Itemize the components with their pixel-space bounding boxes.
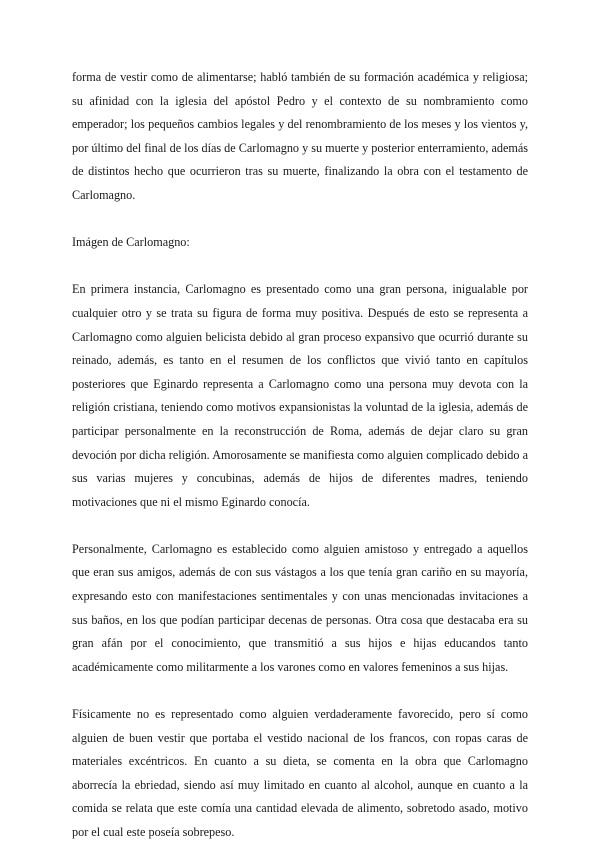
paragraph-first-instance: En primera instancia, Carlomagno es presentado como una gran persona, inigualable por cualquier otro y se trata su figura de forma muy positiva. Después de esto se representa a Carlomagno como alguien belicista debido al gran proceso expansivo que ocurrió durante su reinado, además, es tanto en el resumen de los conflictos que vivió tanto en capítulos posteriores que Eginardo representa a Carlomagno como una persona muy devota con la religión cristiana, teniendo como motivos expansionistas la voluntad de la iglesia, además de participar personalmente en la reconstrucción de Roma, además de dejar claro su gran devoción por dicha religión. Amorosamente se manifiesta como alguien complicado debido a sus varias mujeres y concubinas, además de hijos de diferentes madres, teniendo motivaciones que ni el mismo Eginardo conocía.	[72, 282, 528, 509]
paragraph-intro-continuation: forma de vestir como de alimentarse; habló también de su formación académica y religiosa; su afinidad con la iglesia del apóstol Pedro y el contexto de su nombramiento como emperador; los pequeños cambios legales y del renombramiento de los meses y los vientos y, por último del final de los días de Carlomagno y su muerte y posterior enterramiento, además de distintos hecho que ocurrieron tras su muerte, finalizando la obra con el testamento de Carlomagno.	[72, 70, 528, 202]
document-page	[72, 66, 528, 868]
paragraph-physical: Físicamente no es representado como alguien verdaderamente favorecido, pero sí como alguien de buen vestir que portaba el vestido nacional de los francos, con ropas caras de materiales excéntricos. En cuanto a su dieta, se comenta en la obra que Carlomagno aborrecía la ebriedad, siendo así muy limitado en cuanto al alcohol, aunque en cuanto a la comida se relata que este comía una cantidad elevada de alimento, sobretodo asado, motivo por el cual este poseía sobrepeso.	[72, 707, 528, 839]
paragraph-personality: Personalmente, Carlomagno es establecido como alguien amistoso y entregado a aquellos que eran sus amigos, además de con sus vástagos a los que tenía gran cariño en su mayoría, expresando esto con manifestaciones sentimentales y con unas mencionadas invitaciones a sus baños, en los que podían participar decenas de personas. Otra cosa que destacaba era su gran afán por el conocimiento, que transmitió a sus hijos e hijas educandos tanto académicamente como militarmente a los varones como en valores femeninos a sus hijas.	[72, 541, 528, 674]
section-heading: Imágen de Carlomagno:	[72, 235, 190, 250]
